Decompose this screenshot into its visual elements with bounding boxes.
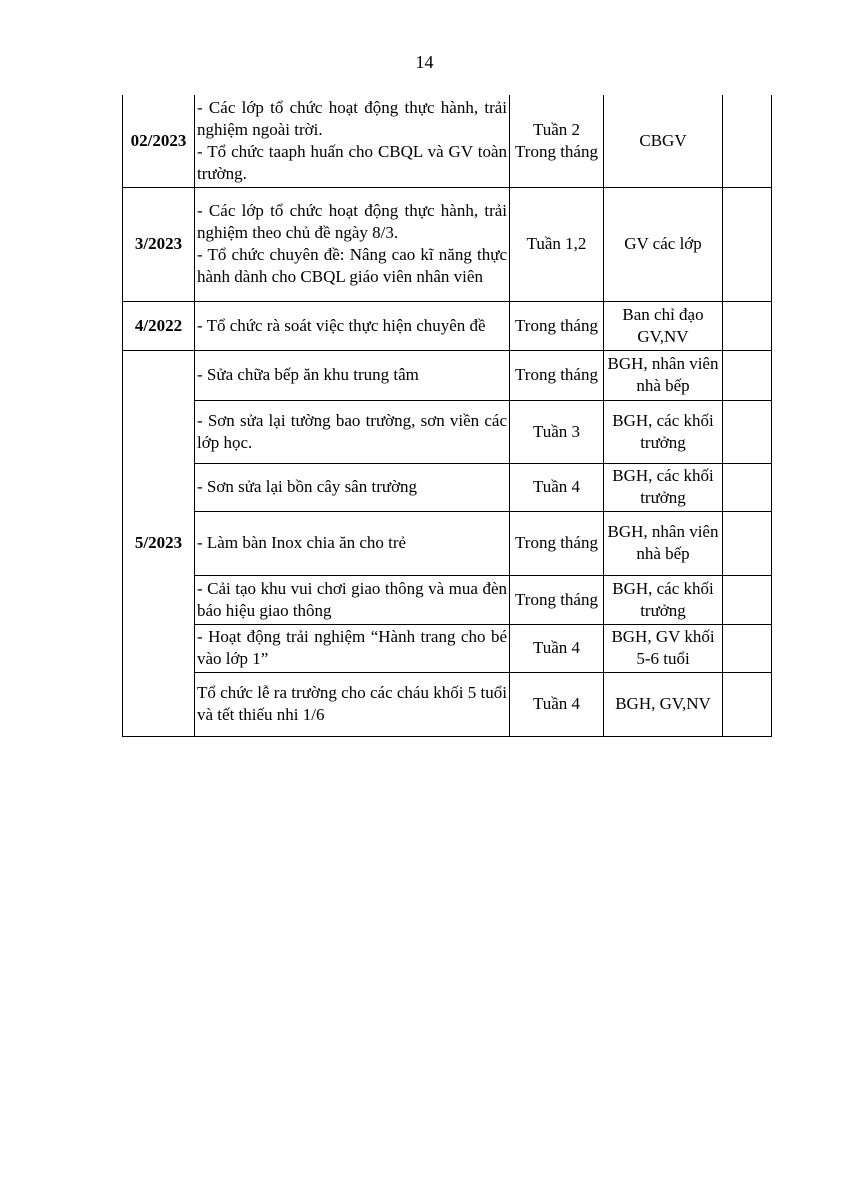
responsible-cell: GV các lớp <box>604 187 723 301</box>
table-row <box>123 511 772 575</box>
time-cell: Tuần 1,2 <box>510 187 604 301</box>
content-line: - Tổ chức taaph huấn cho CBQL và GV toàn trường. <box>197 141 507 183</box>
table-row <box>123 575 772 624</box>
activity-plan-table <box>122 95 772 737</box>
content-line: - Tổ chức rà soát việc thực hiện chuyên đề <box>197 315 486 335</box>
time-cell: Tuần 4 <box>510 624 604 672</box>
time-cell: Tuần 2 Trong tháng <box>510 95 604 187</box>
month-cell: 02/2023 <box>123 95 195 187</box>
note-cell <box>723 350 772 400</box>
responsible-cell: BGH, GV,NV <box>604 672 723 736</box>
note-cell <box>723 301 772 350</box>
content-cell: - Sơn sửa lại tường bao trường, sơn viền các lớp học. <box>195 400 510 463</box>
time-cell: Tuần 3 <box>510 400 604 463</box>
note-cell <box>723 463 772 511</box>
table-row <box>123 350 772 400</box>
table-row <box>123 301 772 350</box>
table-row <box>123 95 772 187</box>
month-cell: 5/2023 <box>123 350 195 736</box>
note-cell <box>723 187 772 301</box>
content-cell <box>195 95 510 187</box>
note-cell <box>723 575 772 624</box>
content-cell: - Cải tạo khu vui chơi giao thông và mua đèn báo hiệu giao thông <box>195 575 510 624</box>
time-cell: Tuần 4 <box>510 463 604 511</box>
note-cell <box>723 400 772 463</box>
responsible-cell: BGH, nhân viên nhà bếp <box>604 350 723 400</box>
time-cell: Trong tháng <box>510 511 604 575</box>
note-cell <box>723 511 772 575</box>
table-row <box>123 672 772 736</box>
time-cell: Tuần 4 <box>510 672 604 736</box>
month-cell: 4/2022 <box>123 301 195 350</box>
content-cell <box>195 187 510 301</box>
content-cell: - Sơn sửa lại bồn cây sân trường <box>195 463 510 511</box>
time-cell: Trong tháng <box>510 575 604 624</box>
responsible-cell: BGH, các khối trưởng <box>604 463 723 511</box>
content-cell: - Làm bàn Inox chia ăn cho trẻ <box>195 511 510 575</box>
note-cell <box>723 95 772 187</box>
note-cell <box>723 672 772 736</box>
page-number: 14 <box>415 52 434 72</box>
content-cell: Tổ chức lễ ra trường cho các cháu khối 5 tuổi và tết thiếu nhi 1/6 <box>195 672 510 736</box>
responsible-cell: BGH, nhân viên nhà bếp <box>604 511 723 575</box>
responsible-cell: BGH, GV khối 5-6 tuổi <box>604 624 723 672</box>
content-line: - Các lớp tổ chức hoạt động thực hành, trải nghiệm ngoài trời. <box>197 97 507 139</box>
table-row <box>123 400 772 463</box>
content-line: - Tổ chức chuyên đề: Nâng cao kĩ năng thực hành dành cho CBQL giáo viên nhân viên <box>197 245 507 286</box>
responsible-cell: BGH, các khối trưởng <box>604 400 723 463</box>
content-cell <box>195 301 510 350</box>
content-cell: - Sửa chữa bếp ăn khu trung tâm <box>195 350 510 400</box>
table-row <box>123 187 772 301</box>
responsible-cell: BGH, các khối trưởng <box>604 575 723 624</box>
month-cell: 3/2023 <box>123 187 195 301</box>
table-row <box>123 463 772 511</box>
table-row <box>123 624 772 672</box>
responsible-cell: CBGV <box>604 95 723 187</box>
responsible-cell: Ban chỉ đạo GV,NV <box>604 301 723 350</box>
note-cell <box>723 624 772 672</box>
content-line: - Các lớp tổ chức hoạt động thực hành, trải nghiệm theo chủ đề ngày 8/3. <box>197 201 507 242</box>
time-cell: Trong tháng <box>510 301 604 350</box>
content-cell: - Hoạt động trải nghiệm “Hành trang cho bé vào lớp 1” <box>195 624 510 672</box>
time-cell: Trong tháng <box>510 350 604 400</box>
